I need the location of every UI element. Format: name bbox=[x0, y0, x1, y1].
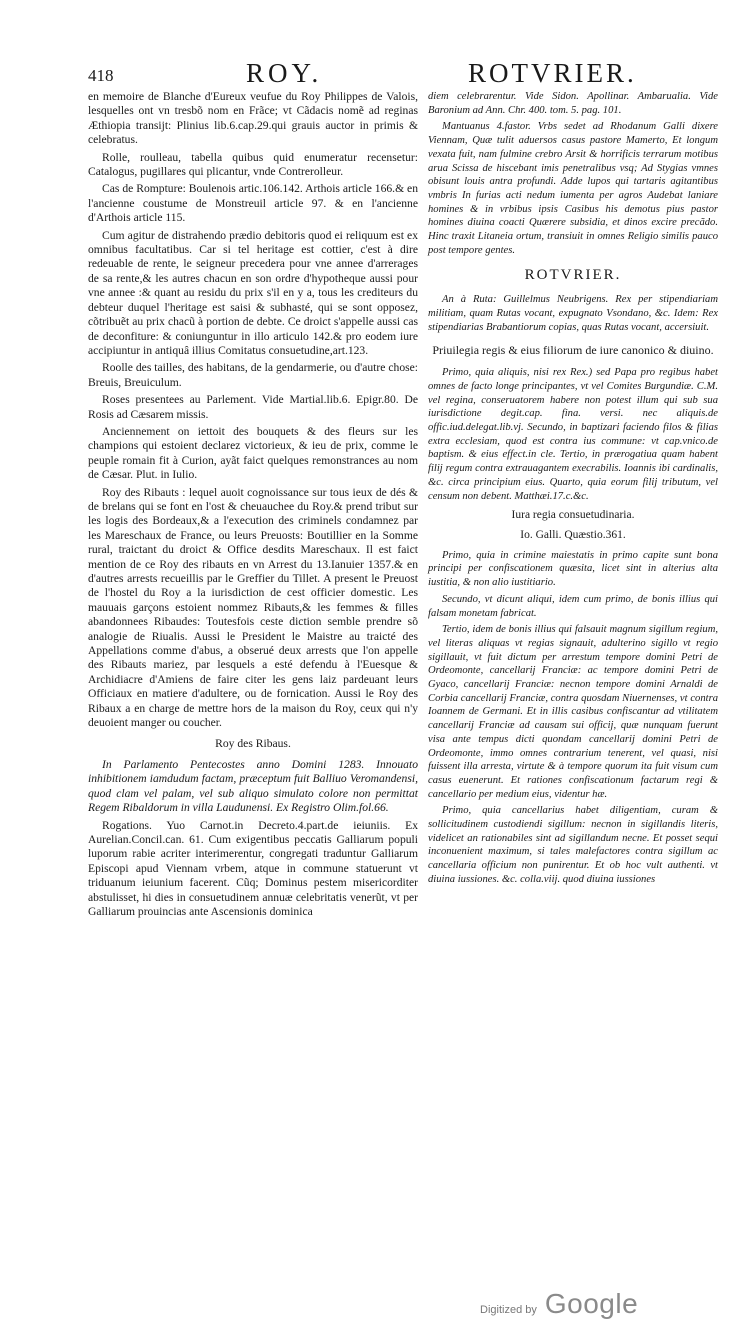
entry-paragraph: Secundo, vt dicunt aliqui, idem cum primo, de bonis illius qui falsam monetam fabricat. bbox=[428, 593, 718, 619]
section-heading: ROTVRIER. bbox=[524, 267, 622, 284]
section-subtitle: Iura regia consuetudinaria. bbox=[511, 509, 635, 522]
right-running-head: ROTVRIER. bbox=[468, 58, 637, 88]
entry-paragraph: Primo, quia cancellarius habet diligentiam, curam & sollicitudinem custodiendi sigillum: necnon in sigillandis literis, videlicet an rationabiles sint ad sigillandum necne. Et posset sequi inconuenient maximum, si tales malefactores contra sigillum ac cancellaria officium non punirentur. Et ob hoc vult authenti. vt diuina iussiones. &c. colla.viij. quod diuina iussiones bbox=[428, 805, 718, 885]
left-running-head: ROY. bbox=[246, 58, 323, 88]
section-title: Roy des Ribaus. bbox=[215, 737, 291, 751]
entry-paragraph: Primo, quia in crimine maiestatis in primo capite sunt bona principi per confiscationem quæsita, licet sint in alterius alta iustitia, & non alio iustitiario. bbox=[428, 549, 718, 589]
entry-paragraph: Roolle des tailles, des habitans, de la gendarmerie, ou d'autre chose: Breuis, Breuiculum. bbox=[88, 361, 418, 389]
entry-paragraph: Cas de Rompture: Boulenois artic.106.142. Arthois article 166.& en l'ancienne coustume de Monstreuil article 97. & en l'ancienne d'Arthois article 115. bbox=[88, 182, 418, 225]
entry-paragraph: diem celebrarentur. Vide Sidon. Apollinar. Ambarualia. Vide Baronium ad Ann. Chr. 400. tom. 5. pag. 101. bbox=[428, 91, 718, 116]
entry-paragraph: Rolle, roulleau, tabella quibus quid enumeratur recensetur: Catalogus, pugillares qui plicantur, vnde Contrerolleur. bbox=[88, 150, 418, 179]
section-subtitle: Priuilegia regis & eius filiorum de iure canonico & diuino. bbox=[432, 343, 714, 358]
digitized-by-footer bbox=[480, 1288, 638, 1320]
entry-paragraph: Mantuanus 4.fastor. Vrbs sedet ad Rhodanum Galli dixere Viennam, Quæ tulit aduersos casus pastore Mamerto, Et longum vexata fuit, nam fulmine crebro Arsit & horrificis terrarum motibus arua Scissa de hiscebant imis penetralibus vsq; Ad Stygias vmnes obisunt louis antra profundi. Adde lupos qui tartaris agitantibus vmbris In furias acti nedum iumenta per agros Audebat laniare homines & in vrbibus ipsis Casibus his demotus pius pastor homines diuina coacti Quærere subsidia, et dinos excire precãdo. Hinc traxit Litaneia ortum, transiuit in omnes Religio similis pauco post tempore gentes. bbox=[428, 121, 718, 256]
right-column bbox=[428, 90, 718, 890]
section-subtitle: Io. Galli. Quæstio.361. bbox=[520, 528, 626, 541]
entry-paragraph: Cum agitur de distrahendo prædio debitoris quod ei reliquum est ex omnibus facultatibus. Car si tel heritage est cottier, c'est à dire redeuable de rente, le seigneur precedera pour vne annee d'arrerages de sa rente,& les autres chacun en son ordre d'hypotheque aussi pour vne annee :& quant au residu du prix s'il en y a, tous les crediteurs du debteur duquel l'heritage est saisi & subhasté, qui se sont opposez, cõtribuẽt au prix chacũ à portion de debte. Ce droict s'appelle aussi cas de deconfiture: & coniunguntur in illo articulo 142.& pro eodem iure accipiuntur in antiquâ illius Comitatus consuetudine,art.123. bbox=[88, 228, 418, 357]
page-header bbox=[88, 58, 717, 92]
entry-paragraph: Tertio, idem de bonis illius qui falsauit magnum sigillum regium, vel literas aliquas vt regias signauit, adulterino sigillo vt regio sigillauit, vt fuit dictum per arrestum tempore domini Petri de Ordeomonte, cancellarij Franciæ: ac tempore domini Petri de Gyaco, cancellarij Franciæ: necnon tempore domini Arnaldi de Corbia cancellarij Franciæ, contra quosdam Niuernenses, vt contra Ioannem de Germani. Et in illis casibus confiscantur ad vtilitatem cancellarij Franciæ ad causam sui officij, quæ nunquam fuerunt visa ante tempus dicti quondam cancellarij domini Petri de Ordeomonte, immo omnes contrarium tenerent, vel quasi, nisi fuissent illa arresta, virtute & à tempore quorum ita fuit visum cum casus euenerunt. Et rationes confiscationum factarum regi & cancellario per medium eius, videntur hæ. bbox=[428, 624, 718, 800]
entry-paragraph: Roy des Ribauts : lequel auoit cognoissance sur tous ieux de dés & de brelans qui se font en l'ost & cheuauchee du Roy.& prend tribut sur les logis des Bordeaux,& a l'execution des criminels condamnez par les Mareschaux de France, ou leurs Preuosts: Boutillier en la Somme rural, traictant du droict & Office desdits Mareschaux. Il est faict mention de ce Roy des ribauts en vn Arrest du 13.Ianuier 1357.& en d'autres arrests recueillis par le Greffier du Tillet. A present le Preuost de l'hostel du Roy a la iurisdiction de cest officier domestic. Les mauuais garçons estoient nommez Ribauts,& les femmes & filles abandonnees Ribaudes: Toutesfois ceste diction semble prendre sõ analogie de Riualis. Aussi le President le Maistre au traicté des Appellations comme d'abus, a obserué deux arrests que l'on appelle des Ribauts mariez, par lesquels a esté defendu à l'Euesque & Archidiacre d'Amiens de faire citer les gens laiz pardeuant leurs Officiaux en matiere d'adultere, ou de fornication. Aussi le Roy des Ribaux a en charge de mettre hors de la maison du Roy, ceux qui n'y deuoient manger ou coucher. bbox=[88, 485, 418, 730]
page-number: 418 bbox=[88, 66, 114, 85]
entry-paragraph: en memoire de Blanche d'Eureux veufue du Roy Philippes de Valois, lesquelles ont vn tresbõ nom en Frãce; vt Cãdacis nomẽ ad reginas Æthiopia transijt: Plinius lib.6.cap.29.qui grauis auctor in primis & celebratus. bbox=[88, 90, 418, 147]
google-logo: Google bbox=[544, 1288, 639, 1319]
entry-paragraph: In Parlamento Pentecostes anno Domini 1283. Innouato inhibitionem iamdudum factam, præceptum fuit Balliuo Veromandensi, quod clam vel palam, vel sub aliquo simulato colore non permittat Regem Ribaldorum in villa Laudunensi. Ex Registro Olim.fol.66. bbox=[88, 757, 418, 815]
entry-paragraph: An à Ruta: Guillelmus Neubrigens. Rex per stipendiariam militiam, quam Rutas vocant, expugnato Vsondano, &c. Idem: Rex stipendiarias Brabantiorum copias, quas Rutas vocant, accersiuit. bbox=[428, 294, 718, 333]
entry-paragraph: Anciennement on iettoit des bouquets & des fleurs sur les champions qui estoient declarez victorieux, & ieu de prix, comme le peuple romain fit à Curion, ayãt faict quelques remonstrances au nom de Cæsar. Plut. in Iulio. bbox=[88, 424, 418, 482]
entry-paragraph: Roses presentees au Parlement. Vide Martial.lib.6. Epigr.80. De Rosis ad Cæsarem missis. bbox=[88, 393, 418, 421]
entry-paragraph: Primo, quia aliquis, nisi rex Rex.) sed Papa pro regibus habet omnes de facto longe principantes, vt vel Comites Burgundiæ. C.M. vel regina, conseruatorem habere non potest illum qui sub sua iurisdictione degit.cap. fina. versi. nec aliquis.de offic.iud.delegat.lib.vj. Secundo, in baptizari faciendo filos & filias extra ecclesiam, quod est contra ius commune: vt cap.vnico.de baptism. & eius effect.in cle. Tertio, in prærogatiua quam habent filij regum contra extrauagantem execrabilis. Ioannis ibi cardinalis, &c. circa principium eius. Quarto, quia eorum filij tributum, vel censum non debent. Matthæi.17.c.&c. bbox=[428, 367, 718, 502]
digitized-by-label: Digitized by bbox=[480, 1304, 537, 1316]
left-column bbox=[88, 90, 418, 922]
entry-paragraph: Rogations. Yuo Carnot.in Decreto.4.part.de ieiuniis. Ex Aurelian.Concil.can. 61. Cum exigentibus peccatis Galliarum populi luporum rabie acriter interimerentur, congregati traduntur Galliarum Episcopi apud Viennam vrbem, atque in commune statuerunt vt triduanum ieiunium facerent. Cũq; Dominus pestem misericorditer abstulisset, hi dies in consuetudinem annuæ celebritatis venerũt, vt per Galliarum prouincias ante Ascensionis dominica bbox=[88, 818, 418, 918]
